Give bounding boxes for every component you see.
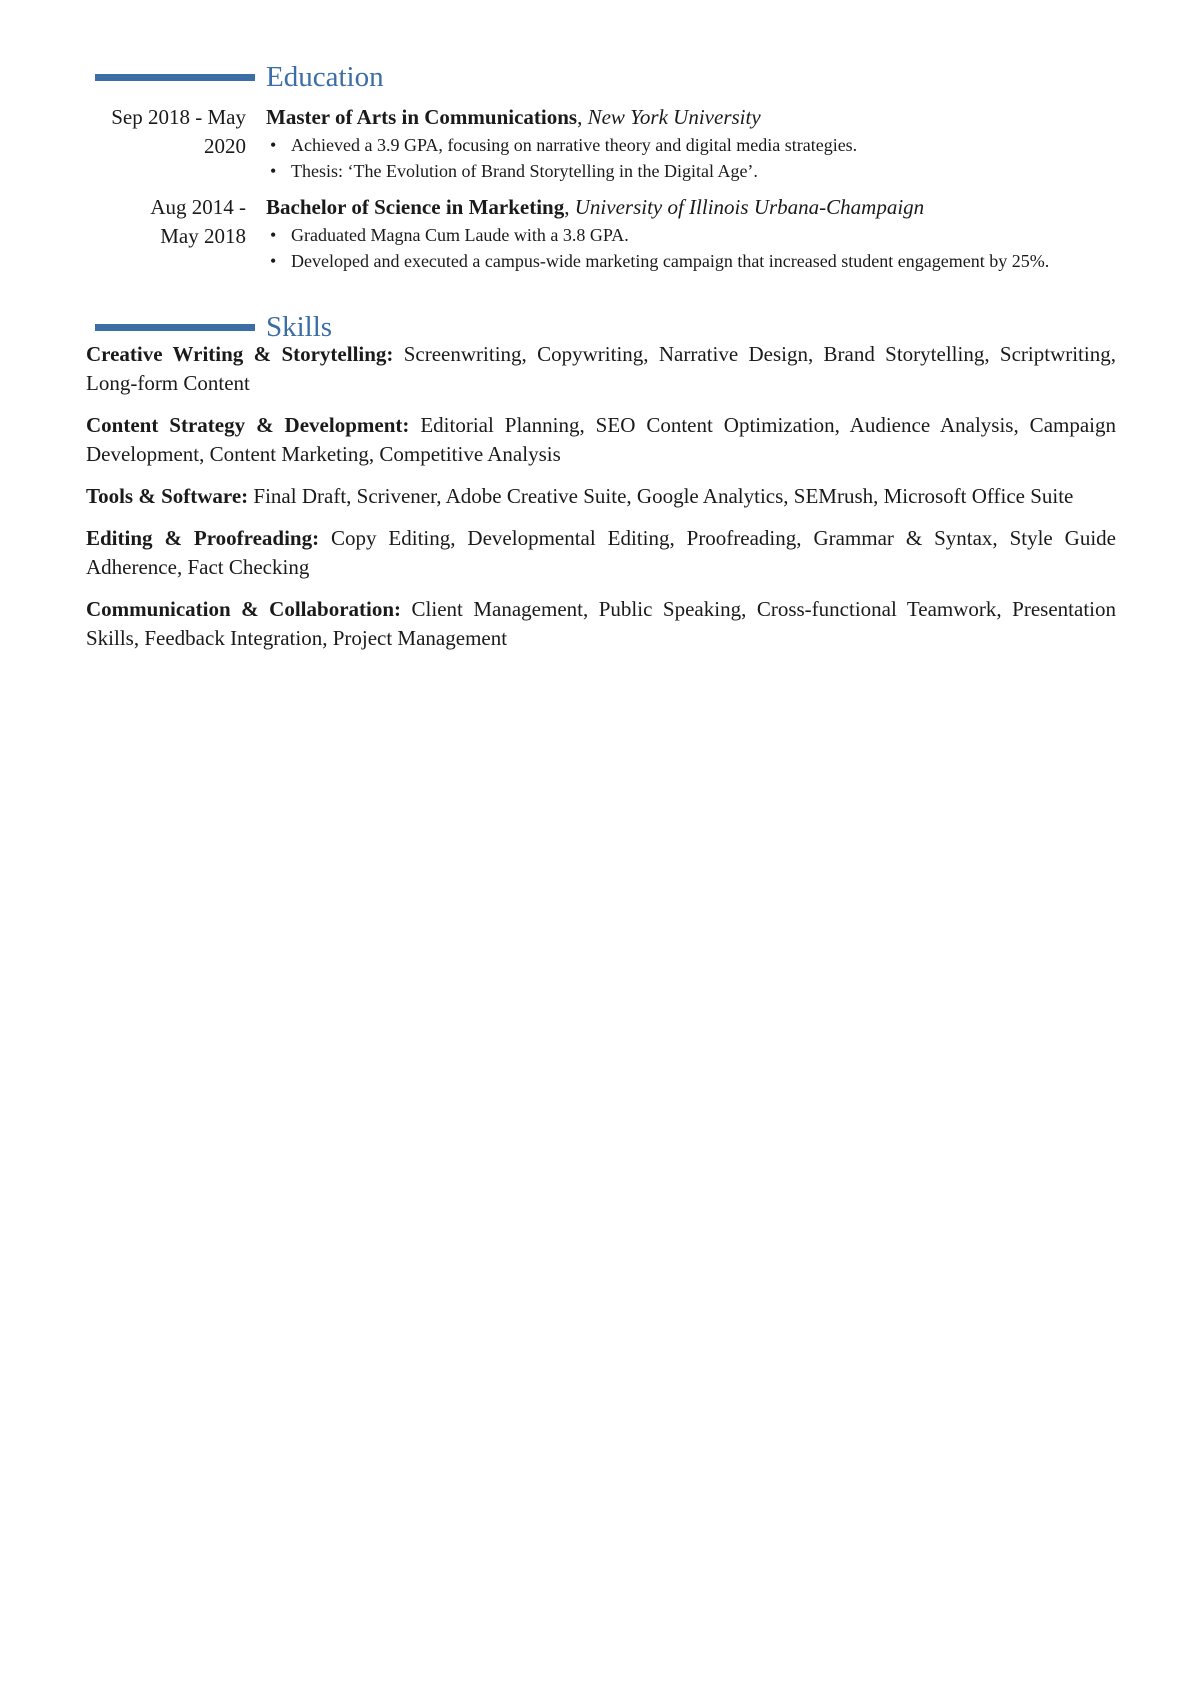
skill-row xyxy=(86,524,1116,582)
skill-category: Editing & Proofreading: xyxy=(86,526,320,550)
bullet-item: • Achieved a 3.9 GPA, focusing on narrative theory and digital media strategies. xyxy=(266,132,1106,158)
skill-values: Client Management, Public Speaking, Cross-functional Teamwork, Presentation Skills, Feedback Integration, Project Management xyxy=(86,597,1116,650)
skill-values: Copy Editing, Developmental Editing, Proofreading, Grammar & Syntax, Style Guide Adherence, Fact Checking xyxy=(86,526,1116,579)
heading-separator: , xyxy=(577,105,588,129)
bullet-item: • Graduated Magna Cum Laude with a 3.8 GPA. xyxy=(266,222,1106,248)
skill-category: Creative Writing & Storytelling: xyxy=(86,342,394,366)
education-details xyxy=(266,103,1106,184)
skill-category: Tools & Software: xyxy=(86,484,249,508)
skill-category: Communication & Collaboration: xyxy=(86,597,402,621)
education-heading xyxy=(266,103,1106,132)
education-section-header xyxy=(0,58,1190,98)
heading-separator: , xyxy=(564,195,575,219)
skills-title: Skills xyxy=(266,311,333,343)
skill-row xyxy=(86,482,1116,511)
degree-name: Bachelor of Science in Marketing xyxy=(266,195,565,219)
skill-values: Final Draft, Scrivener, Adobe Creative Suite, Google Analytics, SEMrush, Microsoft Office Suite xyxy=(248,484,1074,508)
education-date xyxy=(80,103,246,161)
skill-values: Screenwriting, Copywriting, Narrative Design, Brand Storytelling, Scriptwriting, Long-form Content xyxy=(86,342,1116,395)
date-line: 2020 xyxy=(204,134,246,158)
skill-row xyxy=(86,411,1116,469)
skill-values: Editorial Planning, SEO Content Optimization, Audience Analysis, Campaign Development, Content Marketing, Competitive Analysis xyxy=(86,413,1116,466)
education-heading xyxy=(266,193,1106,222)
school-name: New York University xyxy=(587,105,761,129)
section-accent-bar xyxy=(95,324,255,331)
education-title: Education xyxy=(266,61,384,93)
bullet-item: • Developed and executed a campus-wide marketing campaign that increased student engagement by 25%. xyxy=(266,248,1106,274)
education-bullets xyxy=(266,222,1106,274)
section-accent-bar xyxy=(95,74,255,81)
degree-name: Master of Arts in Communications xyxy=(266,105,578,129)
skill-row xyxy=(86,595,1116,653)
education-date xyxy=(80,193,246,251)
skills-list xyxy=(86,340,1116,666)
education-details xyxy=(266,193,1106,274)
date-line: Sep 2018 - May xyxy=(111,105,246,129)
skill-category: Content Strategy & Development: xyxy=(86,413,410,437)
date-line: Aug 2014 - xyxy=(150,195,246,219)
date-line: May 2018 xyxy=(160,224,246,248)
bullet-item: • Thesis: ‘The Evolution of Brand Storytelling in the Digital Age’. xyxy=(266,158,1106,184)
education-bullets xyxy=(266,132,1106,184)
school-name: University of Illinois Urbana-Champaign xyxy=(574,195,925,219)
skill-row xyxy=(86,340,1116,398)
